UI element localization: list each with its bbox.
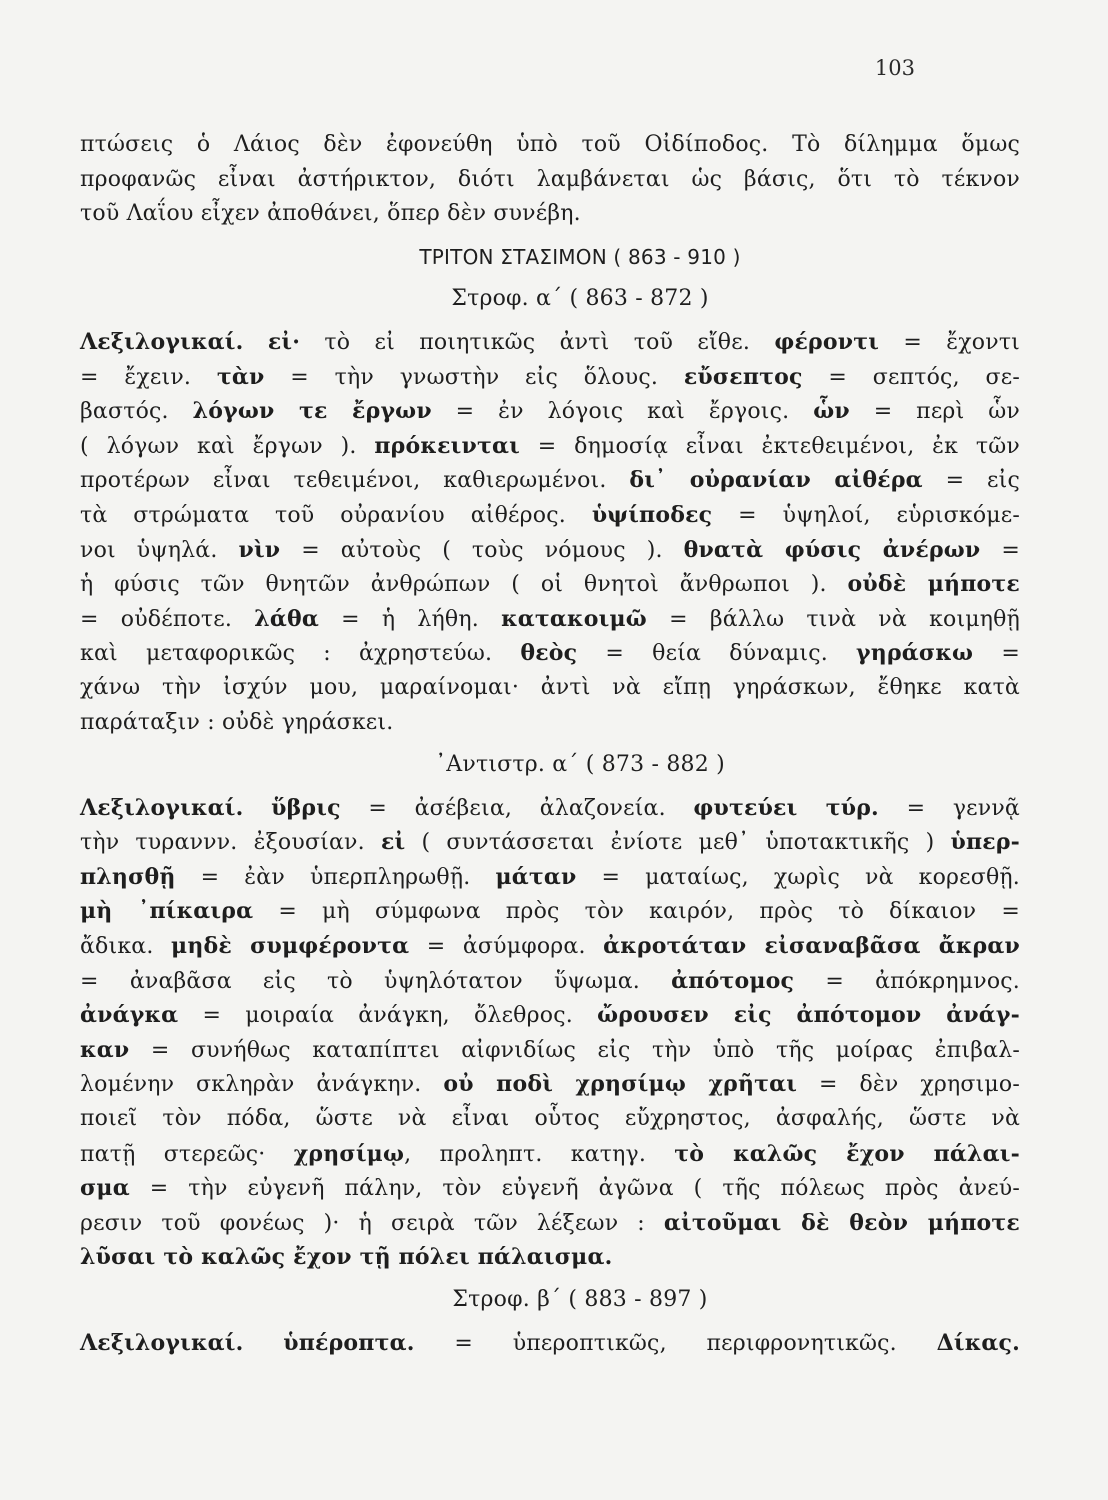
definition: = σεπτός, σε- [828,364,1020,390]
term: ὧν [813,398,850,425]
term: αἰτοῦμαι δὲ θεὸν μήποτε [663,1209,1020,1236]
text-line: τοῦ Λαΐου εἶχεν ἀποθάνει, ὅπερ δὲν συνέβη. [80,201,581,227]
definition: = γεννᾷ [906,795,1020,821]
definition: = ὑψηλοί, εὑρισκόμε- [738,502,1020,528]
text-line [80,860,1020,895]
text-line [80,1033,1020,1068]
term: τὰν [216,363,265,390]
text-line [80,998,1020,1033]
term: λῦσαι τὸ καλῶς ἔχον τῇ πόλει πάλαισμα. [80,1244,613,1271]
text-line [80,325,1020,360]
term: ὤρουσεν εἰς ἀπότομον ἀνάγ- [597,1002,1020,1029]
definition: τὴν τυραννν. ἐξουσίαν. [80,830,365,856]
definition: πατῇ στερεῶς· [80,1141,266,1167]
term: πρόκεινται [374,432,520,459]
text-line [80,1206,1020,1241]
text-line: χάνω τὴν ἰσχύν μου, μαραίνομαι· ἀντὶ νὰ εἴπῃ γηράσκων, ἔθηκε κατὰ [80,674,1020,700]
section-title: ΤΡΙΤΟΝ ΣΤΑΣΙΜΟΝ ( 863 - 910 ) [419,244,741,269]
term: γηράσκω [856,640,974,667]
text-line [80,1171,1020,1206]
lexicon-label: Λεξιλογικαί. [80,328,244,355]
term: ἀνάγκα [80,1002,179,1029]
antistrophe-a-heading: ᾽Αντιστρ. α΄ ( 873 - 882 ) [435,752,725,778]
lexicon-label: Λεξιλογικαί. [80,794,244,821]
definition: = δημοσίᾳ εἶναι ἐκτεθειμένοι, ἐκ τῶν [537,433,1020,459]
definition: ρεσιν τοῦ φονέως )· ἡ σειρὰ τῶν λέξεων : [80,1210,645,1236]
term: Δίκας. [936,1329,1020,1356]
term: ὑπέροπτα. [283,1329,415,1356]
term: καν [80,1036,130,1063]
text-line [80,791,1020,826]
strophe-b-heading: Στροφ. β΄ ( 883 - 897 ) [452,1287,708,1312]
definition: = τὴν γνωστὴν εἰς ὅλους. [290,364,659,390]
definition: ἄδικα. [80,934,154,960]
text-line [80,394,1020,429]
term: ἀπότομος [671,967,795,994]
text-line: παράταξιν : οὐδὲ γηράσκει. [80,709,394,735]
definition: ( λόγων καὶ ἔργων ). [80,433,357,459]
term: κατακοιμῶ [501,605,647,632]
text-line [80,636,1020,671]
definition: νοι ὑψηλά. [80,537,218,563]
definition: = αὐτοὺς ( τοὺς νόμους ). [301,537,663,563]
definition: = ματαίως, χωρὶς νὰ κορεσθῇ. [601,864,1021,890]
term: τὸ καλῶς ἔχον πάλαι- [674,1140,1020,1167]
definition: προτέρων εἶναι τεθειμένοι, καθιερωμένοι. [80,468,607,494]
text-line [80,602,1020,637]
definition: = δὲν χρησιμο- [819,1072,1020,1098]
lexicon-label: Λεξιλογικαί. [80,1329,244,1356]
definition: καὶ μεταφορικῶς : ἀχρηστεύω. [80,641,493,667]
definition: = τὴν εὐγενῆ πάλην, τὸν εὐγενῆ ἀγῶνα ( τῆς πόλεως πρὸς ἀνεύ- [149,1176,1020,1202]
text-line [80,1326,1020,1361]
text-line [80,825,1020,860]
term: ἀκροτάταν εἰσαναβᾶσα ἄκραν [603,933,1020,960]
text-line [80,429,1020,464]
text-line [80,1240,1020,1275]
definition: = μοιραία ἀνάγκη, ὄλεθρος. [202,1003,573,1029]
definition: λομένην σκληρὰν ἀνάγκην. [80,1072,422,1098]
text-line: πτώσεις ὁ Λάιος δὲν ἐφονεύθη ὑπὸ τοῦ Οἰδίποδος. Τὸ δίλημμα ὅμως [80,132,1020,157]
text-line [80,894,1020,929]
text-line: ποιεῖ τὸν πόδα, ὥστε νὰ εἶναι οὗτος εὔχρηστος, ἀσφαλής, ὥστε νὰ [80,1106,1020,1132]
term: χρησίμῳ [293,1140,405,1167]
definition: = ἀπόκρημνος. [825,968,1020,994]
text-line [80,498,1020,533]
text-line [80,567,1020,602]
definition: = ἡ λήθη. [341,606,479,632]
definition: = [1001,537,1020,563]
definition: = ἐὰν ὑπερπληρωθῇ. [200,864,471,890]
strophe-a-heading: Στροφ. α΄ ( 863 - 872 ) [451,286,709,312]
text-line [80,929,1020,964]
term: λάθα [254,605,319,632]
definition: = ὑπεροπτικῶς, περιφρονητικῶς. [454,1330,897,1356]
term: ὑπερ- [950,829,1020,856]
definition: = ἀσύμφορα. [426,934,586,960]
definition: = συνήθως καταπίπτει αἰφνιδίως εἰς τὴν ὑπὸ τῆς μοίρας ἐπιβαλ- [150,1037,1020,1063]
term: εἰ· [267,328,301,355]
definition: = ἀναβᾶσα εἰς τὸ ὑψηλότατον ὕψωμα. [80,968,640,994]
text-line [80,964,1020,999]
definition: βαστός. [80,399,169,425]
text-line [80,1137,1020,1172]
term: πλησθῇ [80,863,176,890]
definition: τὸ εἰ ποιητικῶς ἀντὶ τοῦ εἴθε. [324,329,751,355]
text-line [80,463,1020,498]
term: μὴ ᾽πίκαιρα [80,898,254,925]
term: φέροντι [774,328,880,355]
definition: , προληπτ. κατηγ. [404,1141,647,1167]
term: ὕβρις [271,794,341,821]
definition: = εἰς [945,468,1020,494]
term: θνατὰ φύσις ἀνέρων [683,536,981,563]
term: εἰ [380,829,406,856]
text-line [80,533,1020,568]
term: οὐ ποδὶ χρησίμῳ χρῆται [443,1071,798,1098]
definition: = ἐν λόγοις καὶ ἔργοις. [455,399,790,425]
term: σμα [80,1175,130,1202]
page-number: 103 [874,56,915,80]
definition: = περὶ ὧν [873,399,1020,425]
text-line: προφανῶς εἶναι ἀστήρικτον, διότι λαμβάνεται ὡς βάσις, ὅτι τὸ τέκνον [80,166,1020,192]
text-line [80,1067,1020,1102]
definition: ( συντάσσεται ἐνίοτε μεθ᾽ ὑποτακτικῆς ) [421,830,935,856]
definition: = ἀσέβεια, ἀλαζονεία. [368,795,666,821]
definition: = οὐδέποτε. [80,606,233,632]
definition: = μὴ σύμφωνα πρὸς τὸν καιρόν, πρὸς τὸ δίκαιον = [278,899,1020,925]
term: δι᾽ οὐρανίαν αἰθέρα [629,467,923,494]
definition: = θεία δύναμις. [605,641,828,667]
definition: ἡ φύσις τῶν θνητῶν ἀνθρώπων ( οἱ θνητοὶ ἄνθρωποι ). [80,572,827,598]
term: ὑψίποδες [591,501,713,528]
term: λόγων τε ἔργων [192,398,432,425]
definition: = ἔχειν. [80,364,192,390]
definition: τὰ στρώματα τοῦ οὐρανίου αἰθέρος. [80,502,566,528]
definition: = [1001,641,1020,667]
term: θεὸς [520,640,578,667]
term: οὐδὲ μήποτε [847,571,1020,598]
term: μάταν [495,863,577,890]
term: εὔσεπτος [683,363,803,390]
term: φυτεύει τύρ. [693,794,879,821]
term: μηδὲ συμφέροντα [171,933,410,960]
definition: = βάλλω τινὰ νὰ κοιμηθῇ [669,606,1020,632]
text-block [80,128,1020,1360]
definition: = ἔχοντι [903,329,1021,355]
text-line [80,360,1020,395]
term: νὶν [238,536,281,563]
